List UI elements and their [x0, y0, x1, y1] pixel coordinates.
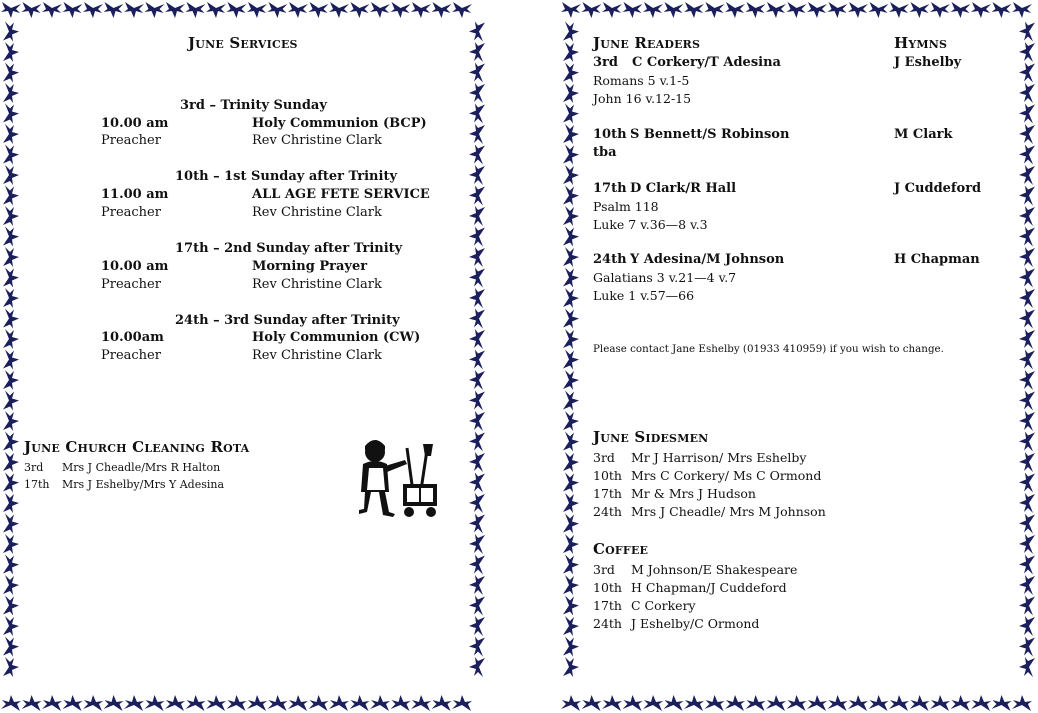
swallow-icon [350, 2, 370, 18]
swallow-icon [469, 616, 485, 636]
swallow-icon [3, 534, 19, 554]
swallow-icon [469, 227, 485, 247]
swallow-icon [145, 695, 165, 711]
swallow-icon [83, 2, 103, 18]
coffee-names: J Eshelby/C Ormond [631, 616, 760, 631]
swallow-icon [3, 411, 19, 431]
preacher-name: Rev Christine Clark [252, 277, 382, 292]
contact-note: Please contact Jane Eshelby (01933 410959) if you wish to change. [593, 343, 944, 355]
swallow-icon [3, 22, 19, 42]
swallow-icon [1, 695, 21, 711]
reading: Galatians 3 v.21—4 v.7 [593, 270, 737, 285]
swallow-icon [3, 83, 19, 103]
swallow-icon [3, 370, 19, 390]
swallow-icon [563, 411, 579, 431]
swallow-icon [623, 695, 643, 711]
swallow-icon [469, 268, 485, 288]
swallow-icon [165, 2, 185, 18]
swallow-icon [563, 432, 579, 452]
swallow-icon [746, 2, 766, 18]
swallow-icon [104, 695, 124, 711]
swallow-icon [469, 206, 485, 226]
swallow-icon [889, 2, 909, 18]
swallow-icon [469, 391, 485, 411]
swallow-icon [563, 657, 579, 677]
swallow-icon [563, 42, 579, 62]
swallow-icon [1019, 432, 1035, 452]
swallow-icon [869, 695, 889, 711]
swallow-icon [664, 2, 684, 18]
swallow-icon [469, 165, 485, 185]
preacher-name: Rev Christine Clark [252, 205, 382, 220]
swallow-icon [563, 514, 579, 534]
preacher-label: Preacher [101, 348, 161, 363]
swallow-icon [1019, 145, 1035, 165]
swallow-icon [469, 596, 485, 616]
swallow-icon [469, 22, 485, 42]
swallow-icon [3, 104, 19, 124]
swallow-icon [992, 695, 1012, 711]
swallow-icon [563, 391, 579, 411]
swallow-icon [3, 268, 19, 288]
swallow-icon [329, 695, 349, 711]
swallow-icon [1019, 514, 1035, 534]
swallow-icon [469, 534, 485, 554]
swallow-icon [1019, 657, 1035, 677]
service-time: 10.00am [101, 330, 164, 345]
preacher-name: Rev Christine Clark [252, 133, 382, 148]
swallow-icon [432, 2, 452, 18]
swallow-icon [746, 695, 766, 711]
swallow-icon [1019, 411, 1035, 431]
swallow-icon [1019, 391, 1035, 411]
service-time: 10.00 am [101, 116, 169, 131]
swallow-icon [563, 104, 579, 124]
swallow-icon [1019, 309, 1035, 329]
swallow-icon [705, 2, 725, 18]
swallow-icon [1, 2, 21, 18]
swallow-icon [563, 268, 579, 288]
swallow-icon [1019, 329, 1035, 349]
swallow-icon [469, 350, 485, 370]
swallow-icon [1019, 452, 1035, 472]
coffee-day: 24th [593, 616, 622, 631]
swallow-icon [3, 124, 19, 144]
sidesmen-day: 24th [593, 504, 622, 519]
swallow-icon [766, 695, 786, 711]
swallow-icon [186, 695, 206, 711]
swallow-icon [766, 2, 786, 18]
swallow-icon [1019, 288, 1035, 308]
swallow-icon [563, 206, 579, 226]
swallow-icon [469, 432, 485, 452]
swallow-icon [247, 695, 267, 711]
swallow-icon [582, 695, 602, 711]
left-page [0, 0, 488, 713]
swallow-icon [563, 309, 579, 329]
swallow-icon [563, 452, 579, 472]
swallow-icon [563, 63, 579, 83]
swallow-icon [1019, 83, 1035, 103]
swallow-icon [910, 695, 930, 711]
swallow-icon [42, 695, 62, 711]
swallow-icon [206, 695, 226, 711]
swallow-icon [563, 596, 579, 616]
swallow-icon [705, 695, 725, 711]
swallow-icon [828, 695, 848, 711]
swallow-icon [664, 695, 684, 711]
swallow-icon [3, 391, 19, 411]
hymns-name: M Clark [894, 127, 953, 142]
preacher-label: Preacher [101, 205, 161, 220]
right-page [560, 0, 1038, 713]
swallow-icon [370, 695, 390, 711]
swallow-icon [1019, 22, 1035, 42]
cleaning-names: Mrs J Cheadle/Mrs R Halton [62, 461, 221, 474]
swallow-icon [725, 2, 745, 18]
swallow-icon [469, 42, 485, 62]
swallow-icon [227, 2, 247, 18]
reading: Luke 7 v.36—8 v.3 [593, 217, 708, 232]
swallow-icon [623, 2, 643, 18]
cleaning-names: Mrs J Eshelby/Mrs Y Adesina [62, 478, 225, 491]
sidesmen-day: 10th [593, 468, 622, 483]
swallow-icon [452, 2, 472, 18]
service-name: Holy Communion (CW) [252, 330, 421, 345]
swallow-icon [1012, 2, 1032, 18]
swallow-icon [563, 165, 579, 185]
swallow-icon [561, 2, 581, 18]
swallow-icon [563, 350, 579, 370]
swallow-icon [469, 370, 485, 390]
reading: Romans 5 v.1-5 [593, 73, 690, 88]
services-title: June Services [188, 34, 298, 52]
swallow-icon [309, 695, 329, 711]
swallow-icon [1019, 186, 1035, 206]
swallow-icon [787, 695, 807, 711]
swallow-icon [563, 575, 579, 595]
swallow-icon [469, 657, 485, 677]
swallow-icon [563, 186, 579, 206]
reader-names: D Clark/R Hall [630, 181, 737, 196]
swallow-icon [1019, 555, 1035, 575]
coffee-day: 10th [593, 580, 622, 595]
coffee-day: 3rd [593, 562, 615, 577]
swallow-icon [469, 514, 485, 534]
swallow-icon [3, 514, 19, 534]
swallow-icon [469, 473, 485, 493]
swallow-icon [3, 309, 19, 329]
reader-day: 10th [593, 127, 627, 142]
swallow-icon [370, 2, 390, 18]
swallow-icon [563, 83, 579, 103]
swallow-icon [1019, 268, 1035, 288]
swallow-icon [1019, 575, 1035, 595]
swallow-icon [3, 637, 19, 657]
swallow-icon [469, 145, 485, 165]
swallow-icon [1019, 63, 1035, 83]
swallow-icon [469, 63, 485, 83]
service-heading: 3rd – Trinity Sunday [180, 98, 327, 113]
reading: tba [593, 145, 617, 160]
sidesmen-names: Mrs J Cheadle/ Mrs M Johnson [631, 504, 826, 519]
swallow-icon [469, 637, 485, 657]
swallow-icon [1019, 637, 1035, 657]
reader-day: 17th [593, 181, 627, 196]
swallow-icon [469, 452, 485, 472]
preacher-label: Preacher [101, 277, 161, 292]
service-name: Morning Prayer [252, 259, 368, 274]
swallow-icon [563, 473, 579, 493]
swallow-icon [432, 695, 452, 711]
swallow-icon [1019, 370, 1035, 390]
swallow-icon [930, 695, 950, 711]
swallow-icon [563, 22, 579, 42]
swallow-icon [563, 288, 579, 308]
swallow-icon [1019, 350, 1035, 370]
swallow-icon [391, 2, 411, 18]
swallow-icon [391, 695, 411, 711]
swallow-icon [3, 227, 19, 247]
swallow-icon [22, 2, 42, 18]
swallow-icon [563, 124, 579, 144]
swallow-icon [104, 2, 124, 18]
cleaner-icon [355, 440, 441, 520]
swallow-icon [563, 555, 579, 575]
swallow-icon [807, 2, 827, 18]
swallow-icon [469, 329, 485, 349]
swallow-icon [889, 695, 909, 711]
swallow-icon [684, 695, 704, 711]
swallow-icon [469, 555, 485, 575]
swallow-icon [869, 2, 889, 18]
swallow-icon [1012, 695, 1032, 711]
swallow-icon [3, 186, 19, 206]
coffee-title: Coffee [593, 540, 649, 558]
swallow-icon [992, 2, 1012, 18]
swallow-icon [563, 227, 579, 247]
swallow-icon [469, 124, 485, 144]
swallow-icon [602, 2, 622, 18]
swallow-icon [725, 695, 745, 711]
swallow-icon [951, 2, 971, 18]
swallow-icon [563, 637, 579, 657]
hymns-name: J Eshelby [894, 55, 962, 70]
swallow-icon [563, 329, 579, 349]
swallow-icon [165, 695, 185, 711]
swallow-icon [469, 493, 485, 513]
sidesmen-names: Mr & Mrs J Hudson [631, 486, 756, 501]
preacher-name: Rev Christine Clark [252, 348, 382, 363]
swallow-icon [563, 493, 579, 513]
coffee-day: 17th [593, 598, 622, 613]
cleaning-title: June Church Cleaning Rota [24, 438, 250, 456]
swallow-icon [3, 42, 19, 62]
swallow-icon [22, 695, 42, 711]
swallow-icon [3, 596, 19, 616]
swallow-icon [469, 104, 485, 124]
swallow-icon [1019, 493, 1035, 513]
swallow-icon [3, 657, 19, 677]
swallow-icon [83, 695, 103, 711]
sidesmen-names: Mrs C Corkery/ Ms C Ormond [631, 468, 822, 483]
swallow-icon [1019, 227, 1035, 247]
swallow-icon [145, 2, 165, 18]
swallow-icon [3, 575, 19, 595]
reader-names: C Corkery/T Adesina [632, 55, 781, 70]
reading: Luke 1 v.57—66 [593, 288, 695, 303]
sidesmen-day: 3rd [593, 450, 615, 465]
swallow-icon [3, 63, 19, 83]
swallow-icon [1019, 247, 1035, 267]
swallow-icon [1019, 42, 1035, 62]
swallow-icon [563, 247, 579, 267]
swallow-icon [247, 2, 267, 18]
swallow-icon [63, 2, 83, 18]
swallow-icon [227, 695, 247, 711]
swallow-icon [3, 206, 19, 226]
swallow-icon [63, 695, 83, 711]
swallow-icon [469, 83, 485, 103]
coffee-names: C Corkery [631, 598, 696, 613]
hymns-name: J Cuddeford [894, 181, 982, 196]
swallow-icon [309, 2, 329, 18]
swallow-icon [807, 695, 827, 711]
swallow-icon [350, 695, 370, 711]
swallow-icon [563, 370, 579, 390]
swallow-icon [186, 2, 206, 18]
swallow-icon [288, 695, 308, 711]
swallow-icon [828, 2, 848, 18]
reader-day: 3rd [593, 55, 618, 70]
preacher-label: Preacher [101, 133, 161, 148]
service-heading: 17th – 2nd Sunday after Trinity [175, 241, 403, 256]
swallow-icon [3, 616, 19, 636]
service-time: 11.00 am [101, 187, 169, 202]
swallow-icon [3, 493, 19, 513]
sidesmen-title: June Sidesmen [593, 428, 709, 446]
reading: John 16 v.12-15 [593, 91, 692, 106]
swallow-icon [452, 695, 472, 711]
swallow-icon [582, 2, 602, 18]
swallow-icon [602, 695, 622, 711]
swallow-icon [951, 695, 971, 711]
service-time: 10.00 am [101, 259, 169, 274]
swallow-icon [268, 695, 288, 711]
service-name: ALL AGE FETE SERVICE [252, 187, 430, 202]
swallow-icon [268, 2, 288, 18]
swallow-icon [1019, 473, 1035, 493]
swallow-icon [971, 2, 991, 18]
coffee-names: H Chapman/J Cuddeford [631, 580, 787, 595]
swallow-icon [411, 2, 431, 18]
swallow-icon [3, 247, 19, 267]
sidesmen-day: 17th [593, 486, 622, 501]
hymns-title: Hymns [894, 34, 948, 52]
swallow-icon [329, 2, 349, 18]
swallow-icon [3, 329, 19, 349]
reader-names: S Bennett/S Robinson [630, 127, 790, 142]
swallow-icon [3, 452, 19, 472]
service-name: Holy Communion (BCP) [252, 116, 427, 131]
swallow-icon [3, 432, 19, 452]
swallow-icon [411, 695, 431, 711]
swallow-icon [1019, 165, 1035, 185]
swallow-icon [3, 350, 19, 370]
reader-names: Y Adesina/M Johnson [630, 252, 785, 267]
swallow-icon [124, 2, 144, 18]
swallow-icon [3, 288, 19, 308]
cleaning-day: 3rd [24, 461, 44, 474]
swallow-icon [563, 145, 579, 165]
swallow-icon [910, 2, 930, 18]
swallow-icon [848, 2, 868, 18]
swallow-icon [3, 473, 19, 493]
swallow-icon [848, 695, 868, 711]
swallow-icon [971, 695, 991, 711]
swallow-icon [1019, 534, 1035, 554]
swallow-icon [469, 411, 485, 431]
swallow-icon [684, 2, 704, 18]
swallow-icon [563, 616, 579, 636]
reading: Psalm 118 [593, 199, 659, 214]
swallow-icon [206, 2, 226, 18]
swallow-icon [930, 2, 950, 18]
coffee-names: M Johnson/E Shakespeare [631, 562, 798, 577]
swallow-icon [469, 186, 485, 206]
swallow-icon [563, 534, 579, 554]
swallow-icon [1019, 596, 1035, 616]
swallow-icon [1019, 124, 1035, 144]
swallow-icon [469, 575, 485, 595]
service-heading: 10th – 1st Sunday after Trinity [175, 169, 398, 184]
readers-title: June Readers [593, 34, 701, 52]
swallow-icon [288, 2, 308, 18]
swallow-icon [643, 2, 663, 18]
swallow-icon [469, 309, 485, 329]
service-heading: 24th – 3rd Sunday after Trinity [175, 313, 400, 328]
sidesmen-names: Mr J Harrison/ Mrs Eshelby [631, 450, 807, 465]
swallow-icon [124, 695, 144, 711]
hymns-name: H Chapman [894, 252, 980, 267]
swallow-icon [469, 288, 485, 308]
swallow-icon [469, 247, 485, 267]
swallow-icon [1019, 206, 1035, 226]
swallow-icon [1019, 104, 1035, 124]
swallow-icon [643, 695, 663, 711]
swallow-icon [3, 165, 19, 185]
swallow-icon [3, 555, 19, 575]
swallow-icon [3, 145, 19, 165]
reader-day: 24th [593, 252, 627, 267]
cleaning-day: 17th [24, 478, 50, 491]
swallow-icon [787, 2, 807, 18]
swallow-icon [561, 695, 581, 711]
swallow-icon [42, 2, 62, 18]
swallow-icon [1019, 616, 1035, 636]
